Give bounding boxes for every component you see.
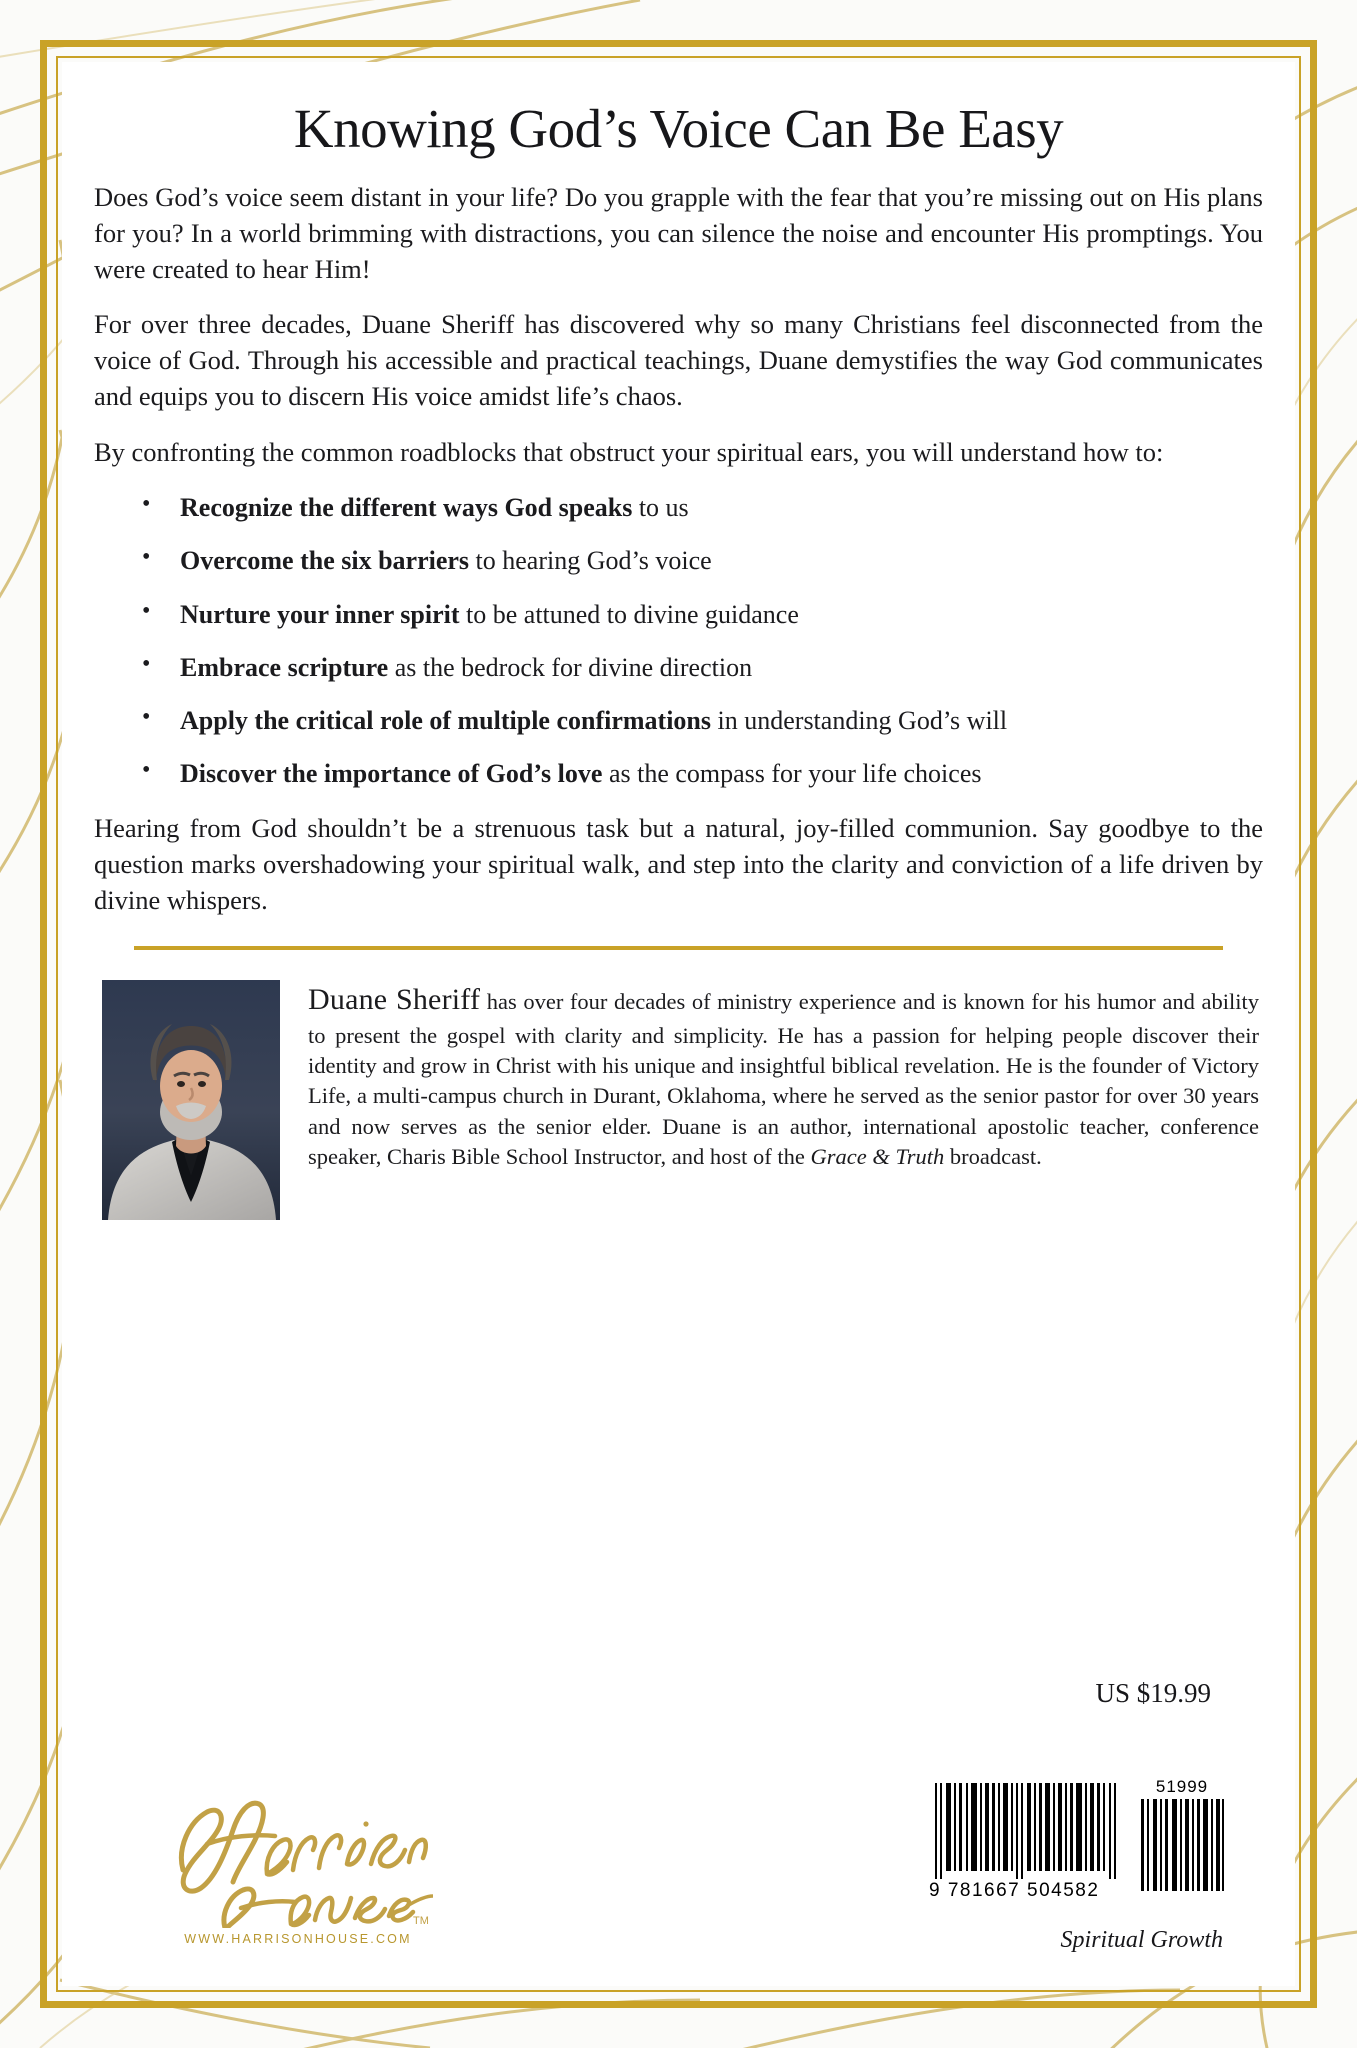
list-item-bold: Overcome the six barriers	[180, 546, 470, 576]
list-item-rest: as the bedrock for divine direction	[388, 652, 753, 682]
list-item-bold: Embrace scripture	[180, 652, 389, 682]
list-item-rest: to hearing God’s voice	[469, 546, 712, 576]
list-item-bold: Discover the importance of God’s love	[180, 759, 603, 789]
list-item	[132, 757, 1263, 790]
closing-paragraph: Hearing from God shouldn’t be a strenuous task but a natural, joy-filled communion. Say goodbye to the question marks overshadowing your spiritual walk, and step into the clarity and conviction of a life driven by divine whispers.	[94, 812, 1263, 915]
publisher-logo	[148, 1778, 448, 1946]
trademark-symbol: TM	[413, 1915, 429, 1927]
author-section	[94, 980, 1263, 1220]
intro-paragraph-2: For over three decades, Duane Sheriff has discovered why so many Christians feel disconnected from the voice of God. Through his accessible and practical teachings, Duane demystifies the way God communicates and equips you to discern His voice amidst life’s chaos.	[94, 309, 1263, 412]
harrison-house-script-logo	[163, 1778, 433, 1928]
list-item-rest: to be attuned to divine guidance	[459, 599, 799, 629]
cover-footer	[98, 1672, 1259, 1972]
author-bio-text-2: broadcast.	[944, 1143, 1042, 1169]
list-item	[132, 544, 1263, 577]
list-item-rest: in understanding God’s will	[711, 706, 1008, 736]
price-label: US $19.99	[1095, 1678, 1211, 1708]
author-portrait-image	[102, 980, 280, 1220]
benefits-list	[94, 491, 1263, 791]
isbn-number: 9 781667 504582	[929, 1880, 1100, 1901]
list-item-bold: Nurture your inner spirit	[180, 599, 460, 629]
list-item	[132, 704, 1263, 737]
broadcast-title: Grace & Truth	[810, 1143, 945, 1169]
cover-content-panel	[62, 62, 1295, 1986]
publisher-url: WWW.HARRISONHOUSE.COM	[184, 1932, 412, 1946]
genre-label: Spiritual Growth	[1060, 1927, 1223, 1953]
author-name: Duane Sheriff	[308, 983, 481, 1017]
list-item	[132, 491, 1263, 524]
author-portrait	[102, 980, 280, 1220]
author-bio-text-1: has over four decades of ministry experience and is known for his humor and ability to present the gospel with clarity and simplicity. He has a passion for helping people discover their identity and grow in Christ with his unique and insightful biblical revelation. He is the founder of Victory Life, a multi-campus church in Durant, Oklahoma, where he served as the senior pastor for over 30 years and now serves as the senior elder. Duane is an author, international apostolic teacher, conference speaker, Charis Bible School Instructor, and host of the	[308, 989, 1259, 1169]
list-item	[132, 651, 1263, 684]
page-title: Knowing God’s Voice Can Be Easy	[293, 98, 1064, 159]
author-bio	[308, 980, 1259, 1172]
divider	[134, 946, 1223, 950]
list-item-rest: as the compass for your life choices	[602, 759, 982, 789]
intro-paragraph-3: By confronting the common roadblocks that obstruct your spiritual ears, you will understand how to:	[94, 437, 1164, 468]
price-addon-digits: 51999	[1155, 1777, 1209, 1796]
list-item-bold: Recognize the different ways God speaks	[180, 493, 633, 523]
addon-bars	[1139, 1799, 1225, 1891]
isbn-bars	[931, 1783, 1121, 1879]
list-item	[132, 598, 1263, 631]
list-item-rest: to us	[632, 493, 689, 523]
barcode-block	[925, 1777, 1225, 1902]
price-addon-barcode	[1139, 1777, 1225, 1891]
intro-paragraph-1: Does God’s voice seem distant in your life? Do you grapple with the fear that you’re missing out on His plans for you? In a world brimming with distractions, you can silence the noise and encounter His promptings. You were created to hear Him!	[94, 181, 1263, 284]
list-item-bold: Apply the critical role of multiple confirmations	[180, 706, 712, 736]
